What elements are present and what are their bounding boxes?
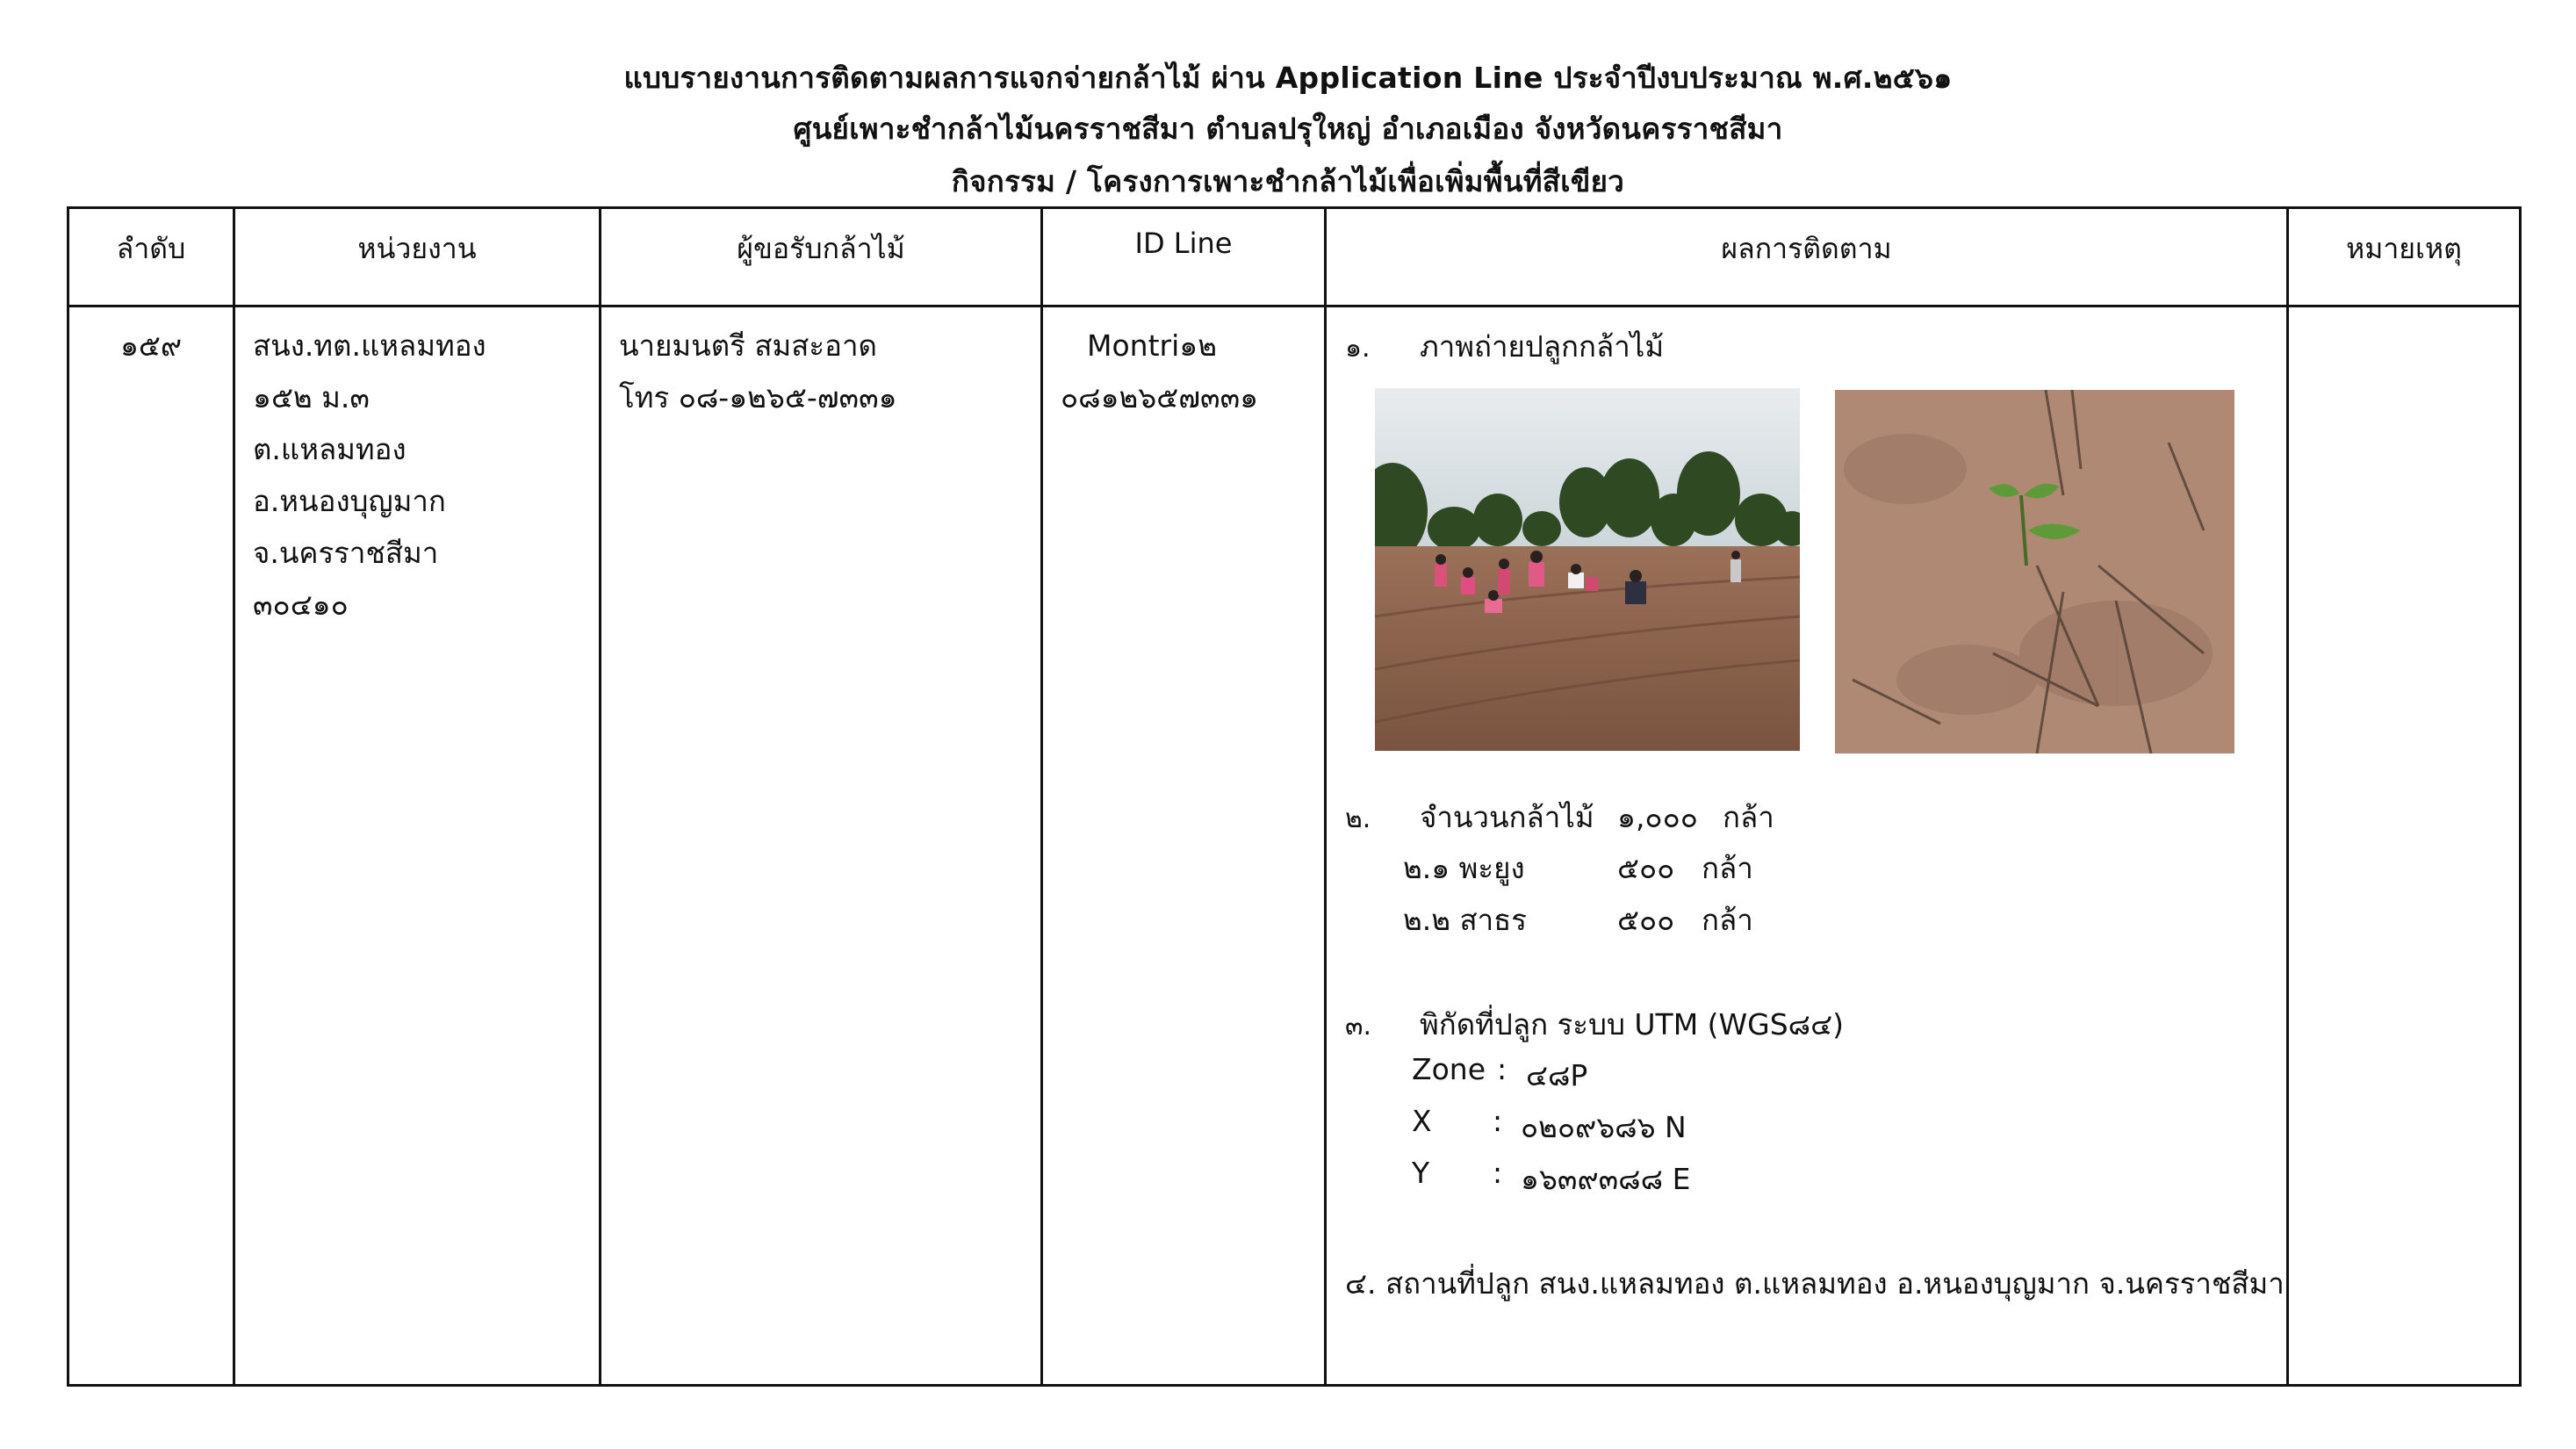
species-2-value: ๕๐๐ [1617, 903, 1675, 937]
species-2-label: ๒.๒ สาธร [1403, 903, 1528, 937]
column-header-id-line: ID Line [1134, 227, 1233, 260]
unit-postcode: ๓๐๔๑๐ [253, 588, 349, 622]
results-item-2-number: ๒. [1345, 804, 1371, 834]
zone-value: ๔๘P [1526, 1058, 1588, 1092]
seedling-closeup-photo [1835, 390, 2234, 753]
unit-district: อ.หนองบุญมาก [253, 484, 446, 518]
zone-label: Zone [1412, 1052, 1486, 1086]
y-coordinate-value: ๑๖๓๙๓๘๘ E [1521, 1162, 1691, 1196]
column-header-order: ลำดับ [116, 232, 186, 265]
id-line-username: Montri๑๒ [1087, 328, 1217, 363]
species-2-unit: กล้า [1702, 903, 1753, 937]
seedling-total-value: ๑,๐๐๐ [1617, 800, 1698, 834]
report-activity: กิจกรรม / โครงการเพาะชำกล้าไม้เพื่อเพิ่มพื้นที่สีเขียว [951, 164, 1625, 198]
species-1-label: ๒.๑ พะยูง [1403, 851, 1525, 885]
recipient-phone: โทร ๐๘-๑๒๖๕-๗๓๓๑ [619, 380, 897, 415]
id-line-phone: ๐๘๑๒๖๕๗๓๓๑ [1061, 380, 1259, 415]
results-item-3-number: ๓. [1345, 1011, 1372, 1042]
column-divider [2286, 206, 2289, 1387]
column-divider [1040, 206, 1043, 1387]
unit-name: สนง.ทต.แหลมทอง [253, 328, 486, 363]
unit-province: จ.นครราชสีมา [253, 536, 439, 570]
report-subtitle: ศูนย์เพาะชำกล้าไม้นครราชสีมา ตำบลปรุใหญ่ อำเภอเมือง จังหวัดนครราชสีมา [793, 112, 1783, 146]
column-divider [1324, 206, 1327, 1387]
results-item-1-label: ภาพถ่ายปลูกกล้าไม้ [1420, 329, 1665, 364]
y-coordinate-label: Y [1412, 1156, 1430, 1190]
species-1-unit: กล้า [1702, 851, 1753, 885]
column-divider [599, 206, 601, 1387]
column-header-unit: หน่วยงาน [357, 232, 477, 265]
report-title: แบบรายงานการติดตามผลการแจกจ่ายกล้าไม้ ผ่าน Application Line ประจำปีงบประมาณ พ.ศ.๒๕๖๑ [623, 61, 1953, 95]
id-line-cell [1061, 320, 1258, 423]
recipient-name: นายมนตรี สมสะอาด [619, 328, 877, 363]
recipient-cell [619, 320, 897, 423]
x-coordinate-value: ๐๒๐๙๖๘๖ N [1521, 1110, 1687, 1144]
column-divider [233, 206, 235, 1387]
x-coordinate-label: X [1412, 1104, 1432, 1138]
header-divider [67, 305, 2522, 307]
species-1-value: ๕๐๐ [1617, 851, 1675, 885]
unit-cell [253, 320, 486, 631]
zone-colon: : [1497, 1052, 1507, 1086]
y-coordinate-colon: : [1493, 1156, 1503, 1190]
seedling-total-unit: กล้า [1723, 800, 1774, 834]
row-order: ๑๕๙ [119, 328, 183, 363]
results-item-2-label: จำนวนกล้าไม้ [1420, 800, 1594, 834]
column-header-results: ผลการติดตาม [1721, 232, 1892, 265]
results-item-3-label: พิกัดที่ปลูก ระบบ UTM (WGS๘๔) [1420, 1007, 1844, 1042]
column-header-notes: หมายเหตุ [2346, 232, 2462, 265]
planting-location: ๔. สถานที่ปลูก สนง.แหลมทอง ต.แหลมทอง อ.หนองบุญมาก จ.นครราชสีมา [1345, 1266, 2285, 1301]
x-coordinate-colon: : [1493, 1104, 1503, 1138]
results-item-1-number: ๑. [1345, 333, 1371, 364]
unit-address-number: ๑๕๒ ม.๓ [253, 380, 370, 415]
column-header-recipient: ผู้ขอรับกล้าไม้ [737, 232, 905, 265]
unit-subdistrict: ต.แหลมทอง [253, 432, 407, 466]
planting-activity-photo [1375, 388, 1800, 751]
